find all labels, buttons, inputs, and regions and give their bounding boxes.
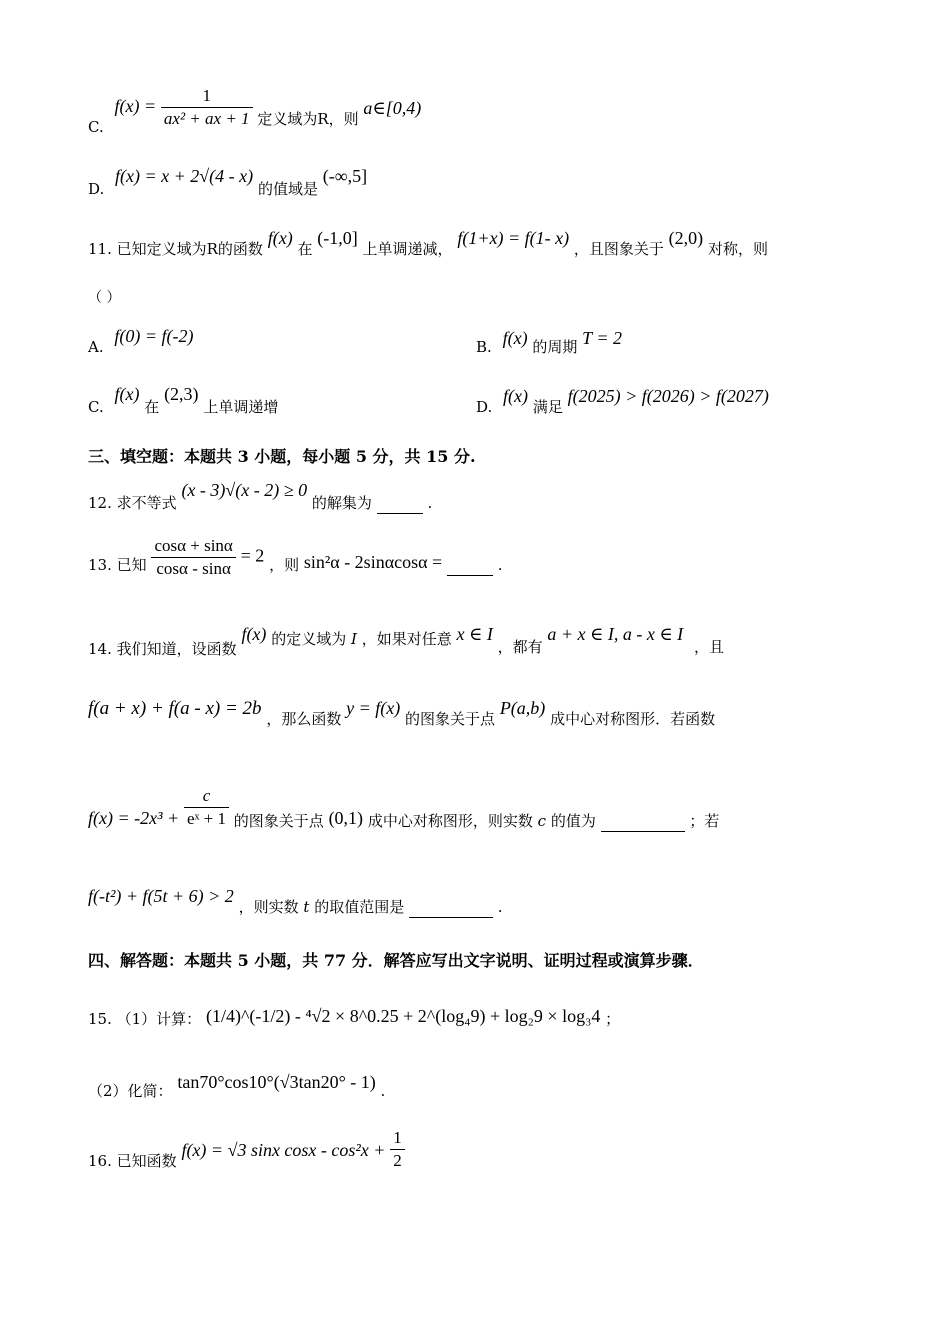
q14-l4-math1: f(-t²) + f(5t + 6) > 2 bbox=[88, 886, 234, 906]
q10-option-c bbox=[88, 86, 422, 136]
q14-l4-text1: ，则实数 bbox=[238, 898, 299, 916]
q14-l3-text4: ；若 bbox=[689, 811, 720, 830]
q14-l3-numerator: c bbox=[184, 786, 229, 808]
q13-denominator: cosα - sinα bbox=[156, 559, 231, 578]
q15-part2-label: （2）化简： bbox=[88, 1082, 173, 1100]
section-3-heading: 三、填空题：本题共 3 小题，每小题 5 分，共 15 分. bbox=[88, 447, 476, 466]
q13-end: . bbox=[497, 555, 503, 574]
q12-math: (x - 3)√(x - 2) ≥ 0 bbox=[181, 480, 308, 500]
q10-c-label: C. bbox=[88, 117, 104, 136]
q11-math3: f(1+x) = f(1- x) bbox=[457, 228, 570, 248]
q11-math2: (-1,0] bbox=[317, 228, 358, 248]
q14-l2-text2: 的图象关于点 bbox=[405, 710, 496, 728]
q10-c-fraction bbox=[161, 86, 253, 129]
q14-l1-I: I bbox=[351, 630, 357, 648]
q11-answer-paren: （ ） bbox=[88, 290, 121, 306]
q13-answer-blank[interactable] bbox=[447, 555, 493, 576]
q13-eq: = 2 bbox=[240, 545, 265, 566]
q10-c-denominator: ax² + ax + 1 bbox=[163, 109, 250, 128]
q16-denominator: 2 bbox=[393, 1151, 402, 1170]
q11-option-a bbox=[88, 326, 194, 356]
q10-d-text: 的值域是 bbox=[257, 180, 318, 198]
q11-d-math2: f(2025) > f(2026) > f(2027) bbox=[567, 386, 769, 406]
q12-answer-blank[interactable] bbox=[377, 493, 423, 514]
q11-a-math: f(0) = f(-2) bbox=[114, 326, 194, 346]
q12-number: 12. bbox=[88, 494, 112, 512]
q10-c-lhs: f(x) = bbox=[114, 95, 157, 116]
q11-c-text2: 上单调递增 bbox=[203, 398, 279, 416]
q10-c-math: a∈[0,4) bbox=[363, 97, 422, 118]
q14-l2-math3: P(a,b) bbox=[499, 698, 546, 718]
q14-l1-math1: f(x) bbox=[241, 624, 267, 644]
q14-l3-lhs: f(x) = -2x³ + bbox=[88, 807, 180, 828]
q16-fraction bbox=[390, 1128, 405, 1171]
q15-part2 bbox=[88, 1072, 386, 1100]
q12-text2: 的解集为 bbox=[311, 494, 372, 512]
q11-c-label: C. bbox=[88, 398, 104, 416]
q16-numerator: 1 bbox=[390, 1128, 405, 1150]
q15-end1: ； bbox=[605, 1010, 621, 1028]
q14-l3-text2: 成中心对称图形，则实数 bbox=[367, 811, 533, 830]
q14-l3-math1: (0,1) bbox=[328, 807, 364, 828]
q14-l1-text3: ，如果对任意 bbox=[361, 630, 452, 648]
q10-d-range: (-∞,5] bbox=[322, 166, 368, 186]
q14-l3-denominator: eˣ + 1 bbox=[186, 809, 226, 828]
q10-option-d bbox=[88, 166, 368, 198]
q14-l1-math3: a + x ∈ I, a - x ∈ I bbox=[547, 624, 684, 644]
q14-l1-text1: 我们知道，设函数 bbox=[116, 640, 237, 658]
q13 bbox=[88, 536, 503, 579]
q14-l4-text2: 的取值范围是 bbox=[314, 898, 405, 916]
q14-l3-text1: 的图象关于点 bbox=[233, 811, 324, 830]
q14-l2-text1: ，那么函数 bbox=[266, 710, 342, 728]
q11-text2: 在 bbox=[297, 240, 313, 258]
q11-option-c bbox=[88, 384, 279, 416]
q11-text5: 对称，则 bbox=[707, 240, 768, 258]
q15-part1 bbox=[88, 1002, 621, 1028]
q14-line3 bbox=[88, 786, 719, 829]
q14-line1 bbox=[88, 624, 724, 658]
q15-expr1: (1/4)^(-1/2) - ⁴√2 × 8^0.25 + 2^(log₄9) + log₂9 × log₃4 bbox=[205, 1006, 601, 1026]
q14-l3-fraction bbox=[184, 786, 229, 829]
q14-l1-math2: x ∈ I bbox=[456, 624, 493, 644]
q11-c-math1: f(x) bbox=[114, 384, 140, 404]
q14-l2-text3: 成中心对称图形．若函数 bbox=[550, 710, 716, 728]
q13-text2: ，则 bbox=[269, 555, 300, 574]
q12-text1: 求不等式 bbox=[116, 494, 177, 512]
q12-end: . bbox=[427, 494, 433, 512]
q15-expr2: tan70°cos10°(√3tan20° - 1) bbox=[177, 1072, 376, 1092]
q11-text4: ，且图象关于 bbox=[573, 240, 664, 258]
q11-d-math1: f(x) bbox=[503, 386, 529, 406]
q14-l4-t: t bbox=[303, 898, 310, 916]
q11-a-label: A. bbox=[88, 338, 104, 356]
q16 bbox=[88, 1128, 405, 1171]
q13-fraction bbox=[151, 536, 235, 579]
q11-b-math1: f(x) bbox=[502, 328, 528, 348]
q14-l1-text5: ，且 bbox=[693, 638, 724, 656]
q11-option-b bbox=[476, 328, 622, 356]
q11-text3: 上单调递减， bbox=[362, 240, 453, 258]
q11-d-label: D. bbox=[476, 398, 493, 416]
q14-line4 bbox=[88, 886, 503, 916]
q13-math: sin²α - 2sinαcosα = bbox=[303, 551, 443, 572]
q14-l3-text3: 的值为 bbox=[550, 811, 596, 830]
q15-part1-label: （1）计算： bbox=[116, 1010, 202, 1028]
q10-c-text: 定义域为R，则 bbox=[257, 109, 359, 128]
q13-text1: 已知 bbox=[116, 555, 147, 574]
q10-c-numerator: 1 bbox=[161, 86, 253, 108]
q14-l4-end: . bbox=[497, 898, 503, 916]
q11-b-label: B. bbox=[476, 338, 492, 356]
q11-c-text1: 在 bbox=[144, 398, 160, 416]
q14-answer-blank-2[interactable] bbox=[409, 897, 493, 918]
q14-l2-math2: y = f(x) bbox=[346, 698, 401, 718]
q16-lhs: f(x) = √3 sinx cosx - cos²x + bbox=[181, 1139, 386, 1160]
q11-b-math2: T = 2 bbox=[582, 328, 622, 348]
q13-number: 13. bbox=[88, 555, 112, 574]
q11-d-text: 满足 bbox=[532, 398, 563, 416]
q11-math4: (2,0) bbox=[668, 228, 704, 248]
q11-stem bbox=[88, 228, 768, 258]
q11-number: 11. bbox=[88, 240, 112, 258]
section-4-heading: 四、解答题：本题共 5 小题，共 77 分．解答应写出文字说明、证明过程或演算步骤． bbox=[88, 951, 704, 970]
q11-c-math2: (2,3) bbox=[164, 384, 199, 404]
q15-end2: . bbox=[380, 1082, 386, 1100]
q14-number: 14. bbox=[88, 640, 112, 658]
q10-d-label: D. bbox=[88, 180, 105, 198]
q11-text1: 已知定义域为R的函数 bbox=[116, 240, 263, 258]
q14-line2 bbox=[88, 698, 716, 728]
q14-l2-math1: f(a + x) + f(a - x) = 2b bbox=[88, 698, 262, 719]
q11-option-d bbox=[476, 386, 769, 416]
q11-b-text: 的周期 bbox=[532, 338, 578, 356]
q11-math1: f(x) bbox=[267, 228, 293, 248]
q16-number: 16. bbox=[88, 1151, 112, 1170]
q14-l1-text2: 的定义域为 bbox=[271, 630, 347, 648]
q13-numerator: cosα + sinα bbox=[151, 536, 235, 558]
q16-text1: 已知函数 bbox=[116, 1151, 177, 1170]
q14-l1-text4: ，都有 bbox=[497, 638, 543, 656]
q14-l3-c: c bbox=[537, 811, 547, 830]
q12 bbox=[88, 480, 433, 512]
q15-number: 15. bbox=[88, 1010, 112, 1028]
q10-d-math: f(x) = x + 2√(4 - x) bbox=[115, 166, 254, 186]
q14-answer-blank-1[interactable] bbox=[601, 811, 685, 832]
